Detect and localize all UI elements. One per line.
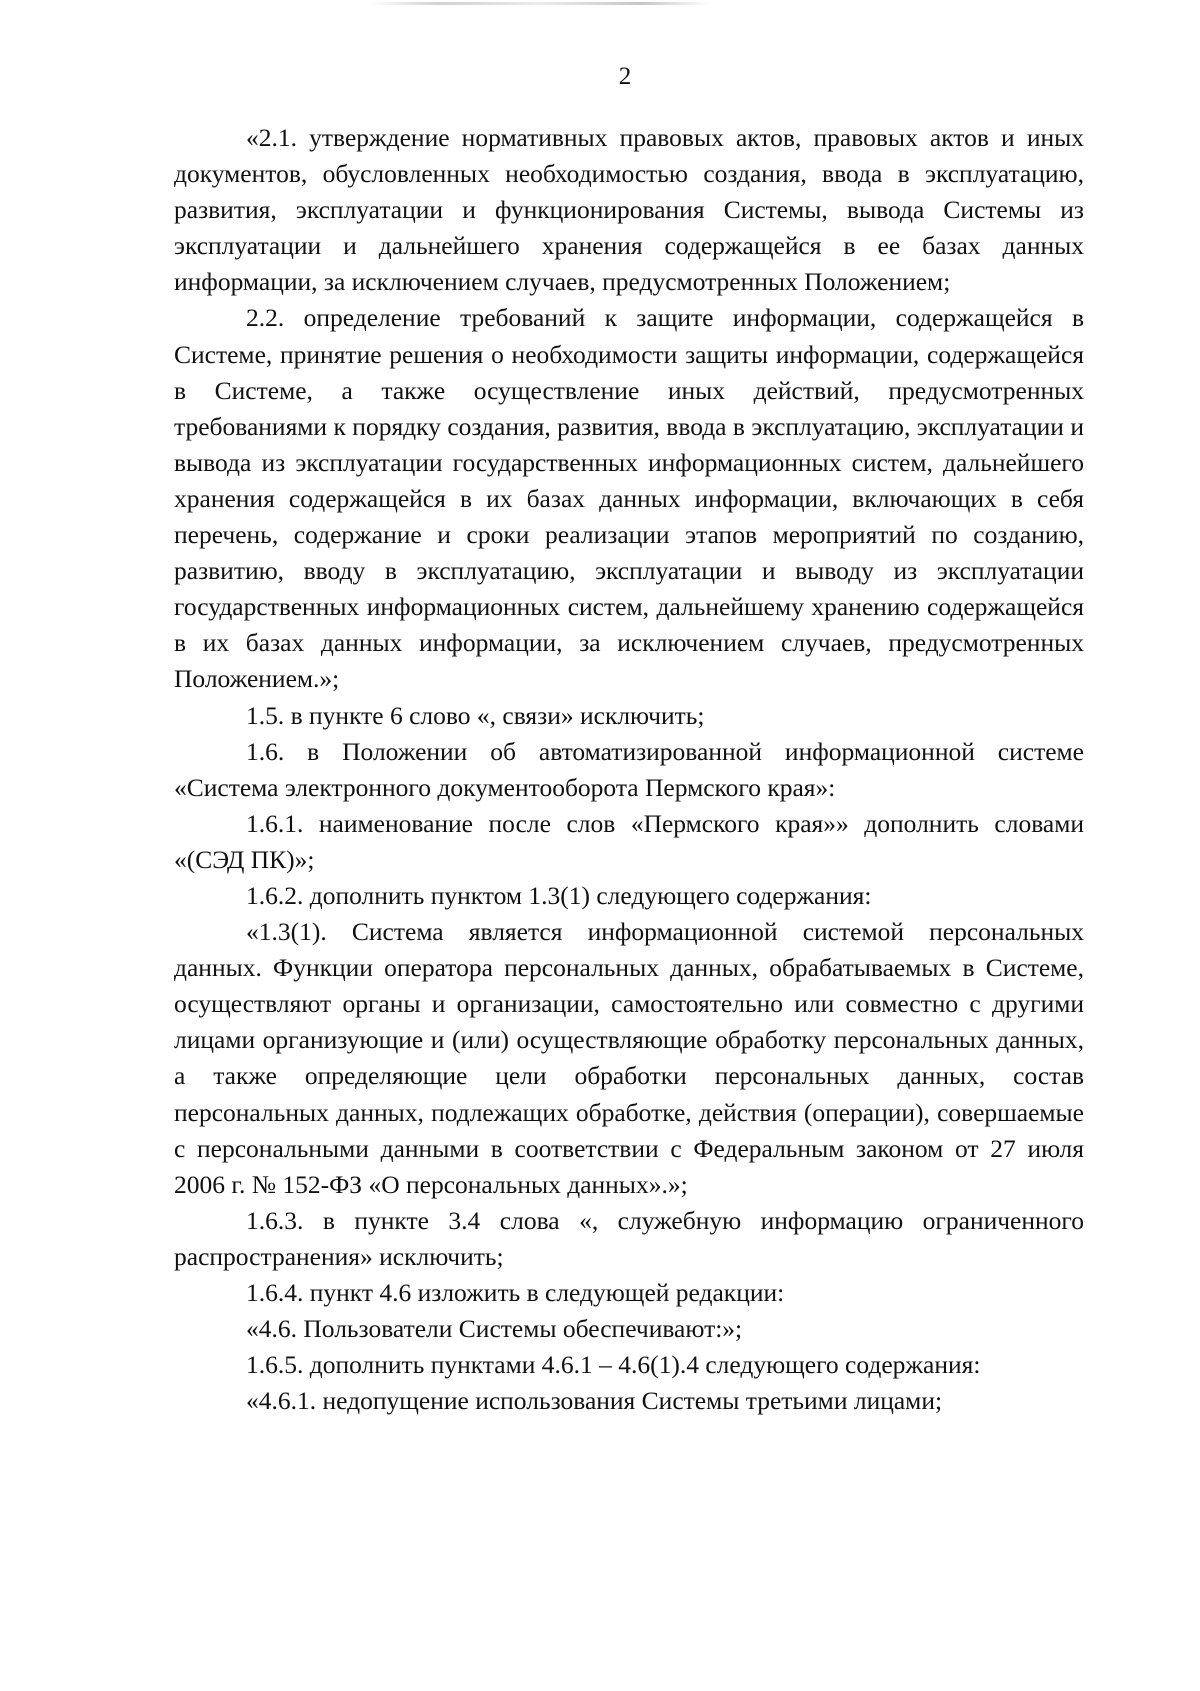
scan-top-edge: [370, 2, 710, 5]
paragraph-1-5: 1.5. в пункте 6 слово «, связи» исключить;: [246, 700, 705, 730]
paragraph-1-6-2: 1.6.2. дополнить пунктом 1.3(1) следующего содержания:: [246, 880, 872, 910]
paragraph-2-1: «2.1. утверждение нормативных правовых актов, правовых актов и иных документов, обусловленных необходимостью создания, ввода в эксплуатацию, развития, эксплуатации и функционирования Системы, вывода Системы из эксплуатации и дальнейшего хранения содержащейся в ее базах данных информации, за исключением случаев, предусмотренных Положением;: [174, 123, 1084, 297]
paragraph-4-6: «4.6. Пользователи Системы обеспечивают:»;: [246, 1314, 743, 1344]
paragraph-1-6: 1.6. в Положении об автоматизированной информационной системе «Система электронного документооборота Пермского края»:: [174, 736, 1084, 802]
paragraph-1-3-1: «1.3(1). Система является информационной системой персональных данных. Функции оператора персональных данных, обрабатываемых в Системе, осуществляют органы и организации, самостоятельно или совместно с другими лицами организующие и (или) осуществляющие обработку персональных данных, а также определяющие цели обработки персональных данных, состав персональных данных, подлежащих обработке, действия (операции), совершаемые с персональными данными в соответствии с Федеральным законом от 27 июля 2006 г. № 152-ФЗ «О персональных данных».»;: [174, 917, 1084, 1199]
paragraph-1-6-1: 1.6.1. наименование после слов «Пермского края»» дополнить словами «(СЭД ПК)»;: [174, 808, 1084, 874]
paragraph-4-6-1: «4.6.1. недопущение использования Системы третьими лицами;: [246, 1386, 943, 1416]
paragraph-2-2: 2.2. определение требований к защите информации, содержащейся в Системе, принятие решения о необходимости защиты информации, содержащейся в Системе, а также осуществление иных действий, предусмотренных требованиями к порядку создания, развития, ввода в эксплуатацию, эксплуатации и вывода из эксплуатации государственных информационных систем, дальнейшего хранения содержащейся в их базах данных информации, включающих в себя перечень, содержание и сроки реализации этапов мероприятий по созданию, развитию, вводу в эксплуатацию, эксплуатации и выводу из эксплуатации государственных информационных систем, дальнейшему хранению содержащейся в их базах данных информации, за исключением случаев, предусмотренных Положением.»;: [174, 303, 1084, 694]
paragraph-1-6-5: 1.6.5. дополнить пунктами 4.6.1 – 4.6(1).4 следующего содержания:: [246, 1350, 981, 1380]
paragraph-1-6-3: 1.6.3. в пункте 3.4 слова «, служебную информацию ограниченного распространения» исключить;: [174, 1205, 1084, 1271]
document-body: [174, 120, 1084, 1419]
paragraph-1-6-4: 1.6.4. пункт 4.6 изложить в следующей редакции:: [246, 1278, 785, 1307]
page-number: 2: [618, 63, 632, 90]
